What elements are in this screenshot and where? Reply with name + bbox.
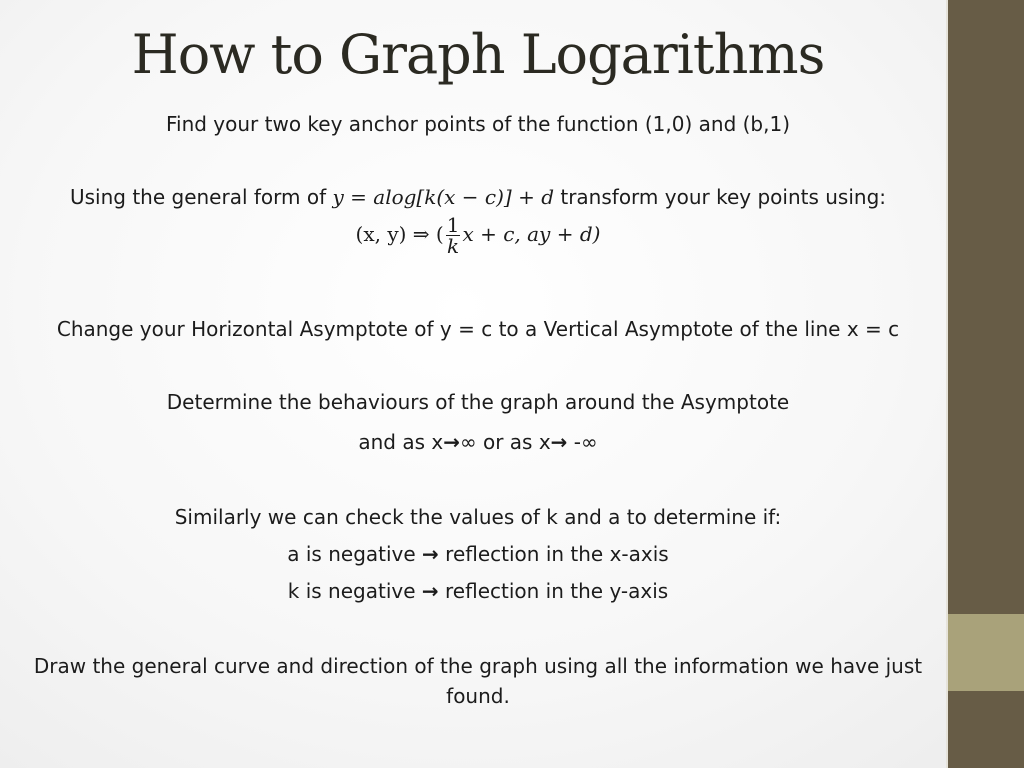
general-form-line bbox=[20, 184, 936, 210]
k-negative-part1: k is negative bbox=[287, 579, 422, 603]
limits-part3: -∞ bbox=[567, 430, 598, 454]
sidebar-accent-block bbox=[948, 614, 1024, 691]
limits-part2: ∞ or as x bbox=[459, 430, 551, 454]
asymptote-text: Change your Horizontal Asymptote of y = c to a Vertical Asymptote of the line x = c bbox=[56, 317, 900, 341]
fraction-numerator: 1 bbox=[446, 213, 460, 237]
limits-part1: and as x bbox=[358, 430, 444, 454]
transform-formula bbox=[20, 214, 936, 256]
arrow-right-icon: → bbox=[421, 579, 439, 603]
anchor-points-text: Find your two key anchor points of the function (1,0) and (b,1) bbox=[165, 112, 791, 136]
a-negative-part1: a is negative bbox=[287, 542, 423, 566]
arrow-right-icon: → bbox=[550, 430, 568, 454]
transform-lhs: (x, y) ⇒ ( bbox=[355, 222, 444, 246]
general-form-prefix: Using the general form of bbox=[69, 185, 327, 209]
fraction-one-over-k bbox=[446, 215, 461, 256]
general-form-formula: y = alog[k(x − c)] + d bbox=[332, 185, 554, 209]
a-negative-text bbox=[20, 541, 936, 567]
draw-curve-text: Draw the general curve and direction of the graph using all the information we have just found. bbox=[33, 654, 923, 708]
behaviour-text: Determine the behaviours of the graph around the Asymptote bbox=[166, 390, 790, 414]
k-negative-part2: reflection in the y-axis bbox=[438, 579, 669, 603]
arrow-right-icon: → bbox=[422, 542, 439, 566]
general-form-suffix: transform your key points using: bbox=[560, 185, 887, 209]
k-negative-text bbox=[20, 578, 936, 604]
a-negative-part2: reflection in the x-axis bbox=[438, 542, 669, 566]
fraction-denominator: k bbox=[447, 234, 460, 258]
slide-title: How to Graph Logarithms bbox=[131, 23, 825, 86]
transform-rhs: x + c, ay + d) bbox=[462, 222, 601, 246]
limits-text bbox=[20, 429, 936, 455]
check-values-text: Similarly we can check the values of k and a to determine if: bbox=[174, 505, 782, 529]
arrow-right-icon: → bbox=[443, 430, 460, 454]
